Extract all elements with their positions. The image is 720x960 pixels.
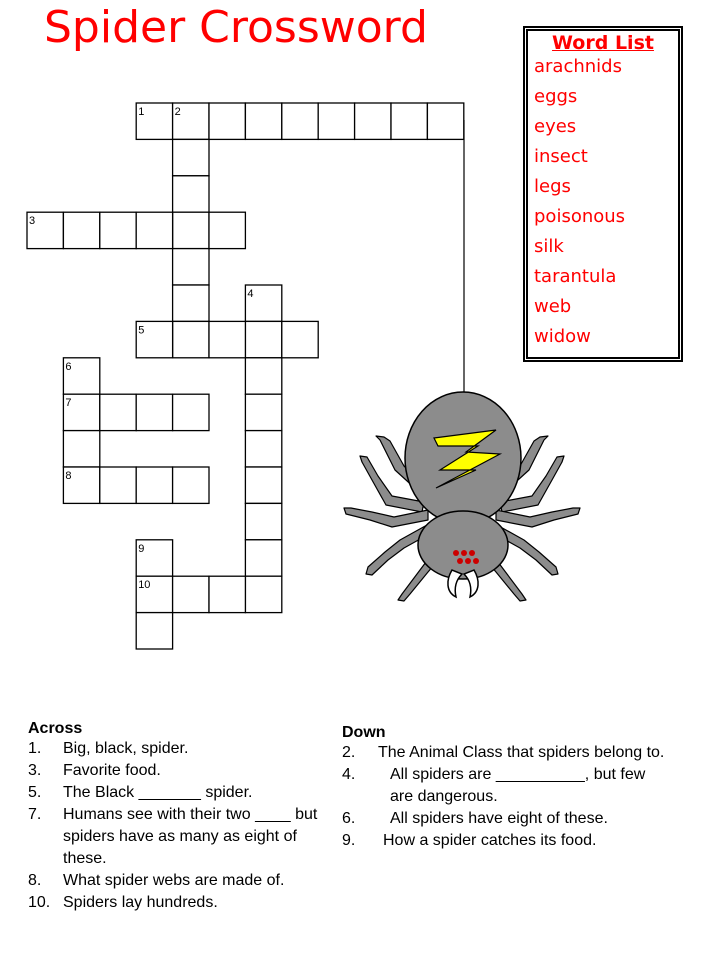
clue-number-label: 1 <box>138 106 145 118</box>
clue-number-label: 5 <box>138 324 145 337</box>
grid-cell[interactable] <box>173 285 209 321</box>
grid-cell[interactable] <box>173 176 209 212</box>
clue-number-label: 7 <box>65 397 72 410</box>
grid-cell[interactable] <box>173 249 209 285</box>
grid-cells <box>27 103 464 649</box>
across-clue <box>28 760 318 782</box>
across-clue <box>28 892 318 914</box>
clue-text: How a spider catches its food. <box>383 832 597 849</box>
clue-number: 9. <box>342 832 356 849</box>
clue-number-label: 8 <box>65 470 72 482</box>
clue-text: Humans see with their two ____ but spiders have as many as eight of these. <box>63 806 318 867</box>
clue-number: 1. <box>28 740 42 757</box>
grid-cell[interactable] <box>391 103 427 139</box>
grid-cell[interactable] <box>63 212 99 248</box>
grid-cell[interactable] <box>318 103 354 139</box>
down-clue <box>342 742 720 764</box>
clue-number: 6. <box>342 810 356 827</box>
word-list-title: Word List <box>552 32 654 54</box>
spider-icon <box>344 392 580 601</box>
clue-number-label: 9 <box>138 542 145 555</box>
clue-number: 5. <box>28 784 42 801</box>
grid-cell[interactable] <box>100 467 136 503</box>
clue-number: 8. <box>28 872 42 889</box>
clue-number: 2. <box>342 744 356 761</box>
across-heading: Across <box>28 720 83 737</box>
grid-cell[interactable] <box>209 212 245 248</box>
clue-text: The Animal Class that spiders belong to. <box>378 744 665 761</box>
clue-text: What spider webs are made of. <box>63 872 285 889</box>
clue-text: Big, black, spider. <box>63 740 189 757</box>
grid-cell[interactable] <box>173 467 209 503</box>
clue-text: Favorite food. <box>63 762 161 779</box>
grid-cell[interactable] <box>209 103 245 139</box>
across-clue <box>28 738 318 760</box>
down-clue <box>342 764 720 808</box>
grid-cell[interactable] <box>100 394 136 430</box>
across-clue <box>28 804 318 870</box>
grid-cell[interactable] <box>173 321 209 357</box>
clue-number: 4. <box>342 766 356 783</box>
grid-cell[interactable] <box>245 467 281 503</box>
grid-cell[interactable] <box>209 321 245 357</box>
across-clue <box>28 870 318 892</box>
word-list-item: legs <box>534 176 571 197</box>
grid-cell[interactable] <box>173 139 209 175</box>
spider-fang-right <box>464 570 478 597</box>
grid-cell[interactable] <box>355 103 391 139</box>
word-list-item: poisonous <box>534 206 626 227</box>
grid-cell[interactable] <box>245 576 281 612</box>
clue-number-label: 2 <box>174 106 181 118</box>
word-list-item: insect <box>534 146 588 167</box>
grid-cell[interactable] <box>136 467 172 503</box>
down-heading: Down <box>342 724 386 741</box>
word-list-item: arachnids <box>534 56 622 77</box>
grid-cell[interactable] <box>245 103 281 139</box>
spider-head <box>418 511 508 579</box>
page-title: Spider Crossword <box>44 2 428 53</box>
clue-number-label: 10 <box>138 579 151 592</box>
spider-fang-left <box>448 570 462 597</box>
grid-cell[interactable] <box>245 431 281 467</box>
word-list-item: eyes <box>534 116 577 137</box>
down-clue <box>342 808 720 830</box>
clue-number-label: 4 <box>247 288 254 300</box>
grid-cell[interactable] <box>136 394 172 430</box>
word-list-item: widow <box>534 326 591 347</box>
grid-cell[interactable] <box>63 431 99 467</box>
clue-number: 10. <box>28 894 51 911</box>
word-list-item: tarantula <box>534 266 617 287</box>
clue-number: 7. <box>28 806 42 823</box>
grid-cell[interactable] <box>245 394 281 430</box>
clue-number-label: 6 <box>65 360 72 373</box>
clue-number-label: 3 <box>29 215 36 228</box>
across-clues <box>28 720 318 914</box>
grid-cell[interactable] <box>209 576 245 612</box>
grid-cell[interactable] <box>173 394 209 430</box>
clue-number: 3. <box>28 762 42 779</box>
grid-cell[interactable] <box>136 212 172 248</box>
down-clue <box>342 830 720 852</box>
grid-cell[interactable] <box>427 103 463 139</box>
clue-text: All spiders have eight of these. <box>390 810 608 827</box>
clue-text: The Black _______ spider. <box>63 784 253 801</box>
grid-cell[interactable] <box>100 212 136 248</box>
grid-cell[interactable] <box>282 321 318 357</box>
grid-cell[interactable] <box>136 613 172 649</box>
grid-cell[interactable] <box>245 358 281 394</box>
grid-cell[interactable] <box>173 212 209 248</box>
across-clue <box>28 782 318 804</box>
grid-cell[interactable] <box>245 540 281 576</box>
grid-cell[interactable] <box>245 503 281 539</box>
clue-text: All spiders are __________, but few are dangerous. <box>390 766 646 805</box>
word-list-item: web <box>534 296 572 317</box>
grid-cell[interactable] <box>245 321 281 357</box>
down-clues <box>342 724 720 852</box>
clue-text: Spiders lay hundreds. <box>63 894 218 911</box>
word-list-item: eggs <box>534 86 578 107</box>
grid-cell[interactable] <box>282 103 318 139</box>
grid-cell[interactable] <box>173 576 209 612</box>
word-list-item: silk <box>534 236 564 257</box>
